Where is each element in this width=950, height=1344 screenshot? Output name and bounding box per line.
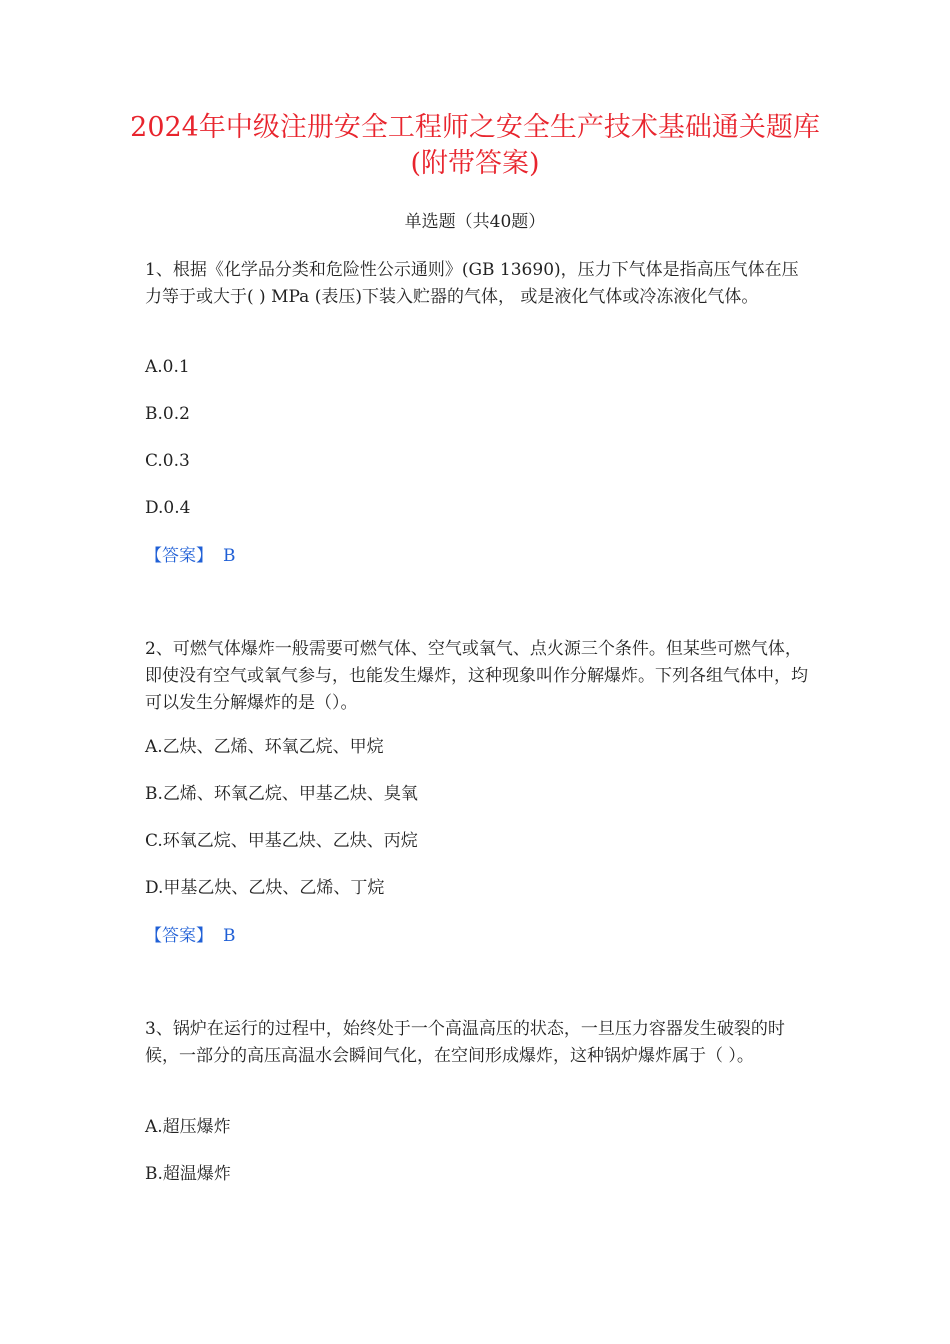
question-1-option-b: B.0.2 <box>145 404 190 424</box>
answer-label: 【答案】 <box>145 926 213 946</box>
question-1-option-c: C.0.3 <box>145 451 190 471</box>
question-2-text: 2、可燃气体爆炸一般需要可燃气体、空气或氧气、点火源三个条件。但某些可燃气体，即使没有空气或氧气参与，也能发生爆炸，这种现象叫作分解爆炸。下列各组气体中，均可以发生分解爆炸的是（）。 <box>145 639 808 713</box>
question-3-text: 3、锅炉在运行的过程中，始终处于一个高温高压的状态，一旦压力容器发生破裂的时候，一部分的高压高温水会瞬间气化，在空间形成爆炸，这种锅炉爆炸属于（ ）。 <box>145 1019 785 1066</box>
question-2-option-d: D.甲基乙炔、乙炔、乙烯、丁烷 <box>145 878 385 898</box>
question-1-option-d: D.0.4 <box>145 498 191 518</box>
question-2-option-b: B.乙烯、环氧乙烷、甲基乙炔、臭氧 <box>145 784 418 804</box>
document-title: 2024年中级注册安全工程师之安全生产技术基础通关题库(附带答案) <box>130 112 820 179</box>
question-1-answer <box>145 544 236 568</box>
question-2-option-a: A.乙炔、乙烯、环氧乙烷、甲烷 <box>145 737 384 757</box>
answer-label: 【答案】 <box>145 546 213 566</box>
question-3-option-a: A.超压爆炸 <box>145 1117 231 1137</box>
answer-value: B <box>223 546 236 566</box>
section-heading: 单选题（共40题） <box>404 212 546 232</box>
question-2-option-c: C.环氧乙烷、甲基乙炔、乙炔、丙烷 <box>145 831 418 851</box>
question-3-option-b: B.超温爆炸 <box>145 1164 231 1184</box>
question-1-option-a: A.0.1 <box>145 357 190 377</box>
question-1-text: 1、根据《化学品分类和危险性公示通则》(GB 13690)，压力下气体是指高压气体在压力等于或大于( ) MPa (表压)下装入贮器的气体， 或是液化气体或冷冻液化气体。 <box>145 260 799 307</box>
answer-value: B <box>223 926 236 946</box>
question-2-answer <box>145 924 236 948</box>
